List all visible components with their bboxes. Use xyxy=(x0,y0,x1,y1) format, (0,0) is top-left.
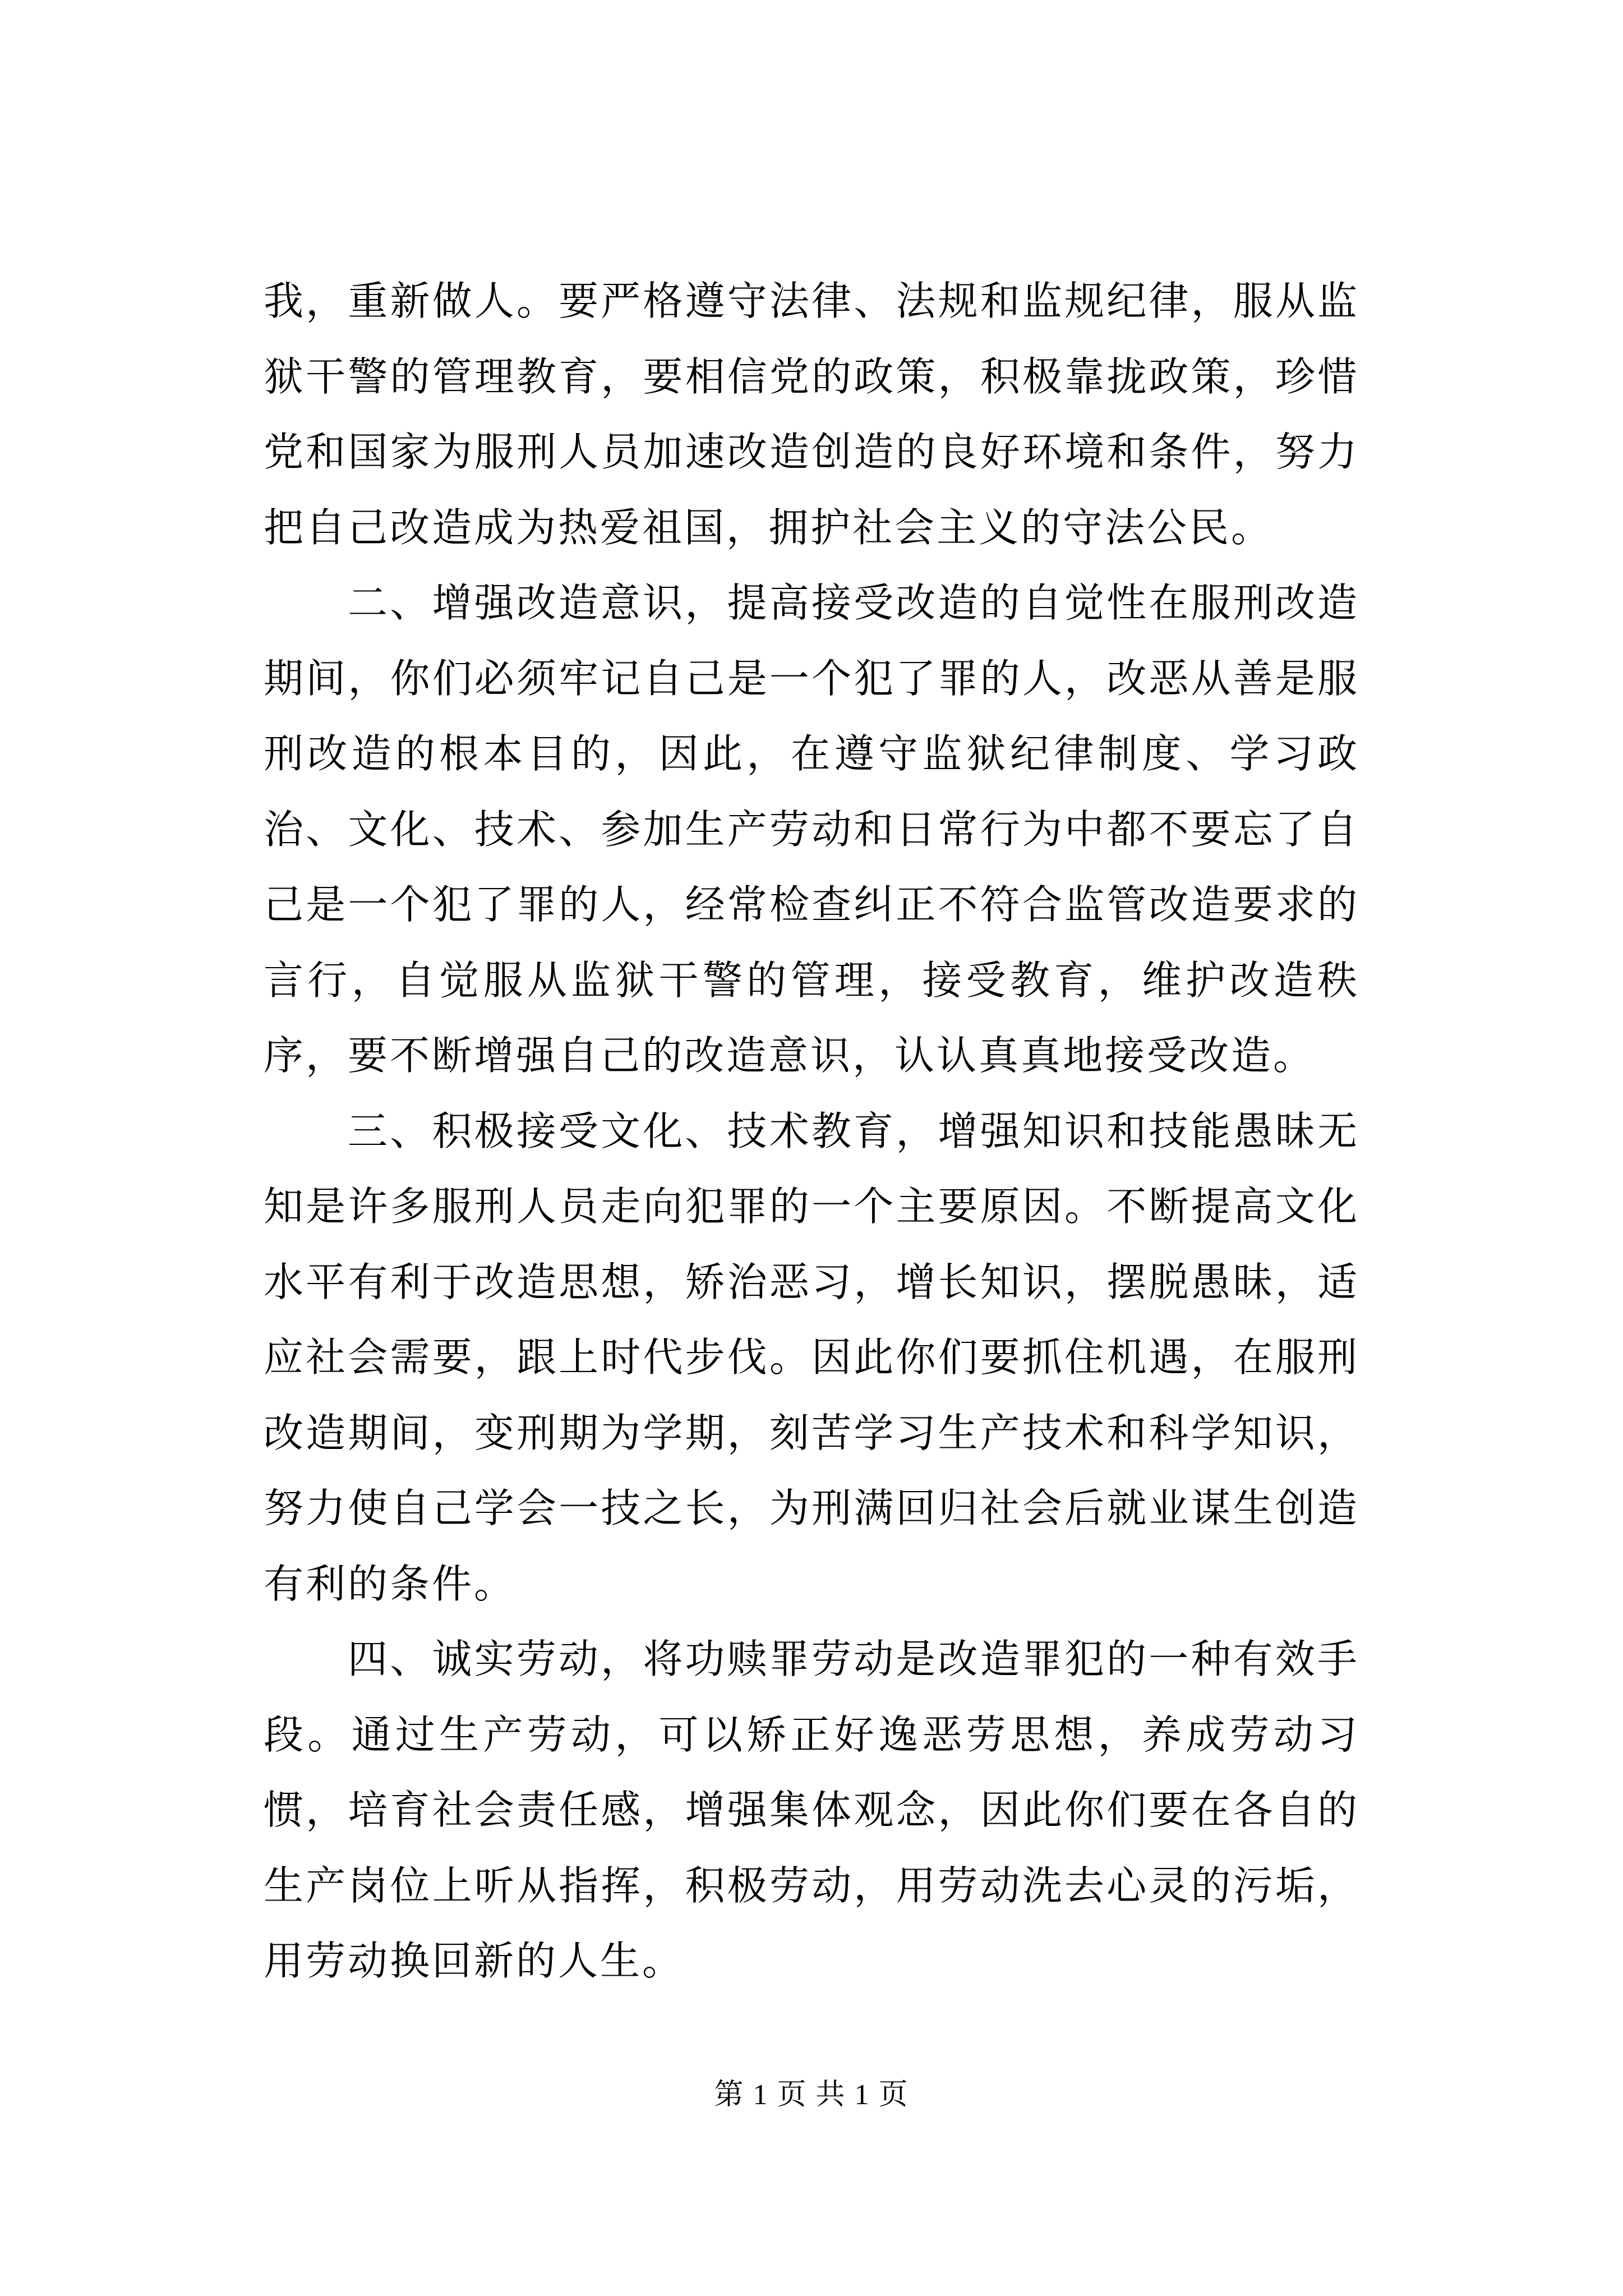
paragraph-section-four: 四、诚实劳动，将功赎罪劳动是改造罪犯的一种有效手段。通过生产劳动，可以矫正好逸恶劳思想，养成劳动习惯，培育社会责任感，增强集体观念，因此你们要在各自的生产岗位上听从指挥，积极劳动，用劳动洗去心灵的污垢，用劳动换回新的人生。 xyxy=(264,1636,1359,1984)
paragraph-section-two: 二、增强改造意识，提高接受改造的自觉性在服刑改造期间，你们必须牢记自己是一个犯了罪的人，改恶从善是服刑改造的根本目的，因此，在遵守监狱纪律制度、学习政治、文化、技术、参加生产劳动和日常行为中都不要忘了自己是一个犯了罪的人，经常检查纠正不符合监管改造要求的言行，自觉服从监狱干警的管理，接受教育，维护改造秩序，要不断增强自己的改造意识，认认真真地接受改造。 xyxy=(264,579,1359,1079)
page-footer: 第 1 页 共 1 页 xyxy=(714,2079,909,2111)
paragraph-section-three: 三、积极接受文化、技术教育，增强知识和技能愚昧无知是许多服刑人员走向犯罪的一个主要原因。不断提高文化水平有利于改造思想，矫治恶习，增长知识，摆脱愚昧，适应社会需要，跟上时代步伐。因此你们要抓住机遇，在服刑改造期间，变刑期为学期，刻苦学习生产技术和科学知识，努力使自己学会一技之长，为刑满回归社会后就业谋生创造有利的条件。 xyxy=(264,1107,1359,1607)
document-body xyxy=(264,264,1359,1999)
paragraph-continuation: 我，重新做人。要严格遵守法律、法规和监规纪律，服从监狱干警的管理教育，要相信党的政策，积极靠拢政策，珍惜党和国家为服刑人员加速改造创造的良好环境和条件，努力把自己改造成为热爱祖国，拥护社会主义的守法公民。 xyxy=(264,278,1359,551)
